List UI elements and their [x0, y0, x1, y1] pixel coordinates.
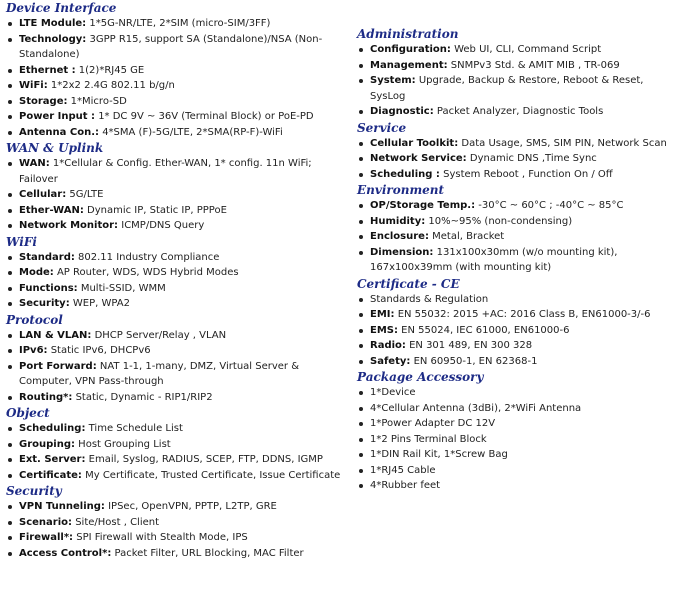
spec-item [357, 42, 679, 58]
spec-label: Cellular Toolkit: [370, 137, 459, 149]
spec-value: 1*Cellular & Config. Ether-WAN, 1* config. 11n WiFi; Failover [19, 158, 312, 185]
spec-item [357, 198, 679, 214]
spec-item [357, 323, 679, 339]
spec-value: 10%~95% (non-condensing) [425, 215, 573, 227]
spec-item [357, 214, 679, 230]
spec-label: Antenna Con.: [19, 126, 100, 138]
spec-list [357, 42, 679, 120]
spec-value: System Reboot , Function On / Off [439, 168, 613, 180]
spec-label: EMI: [370, 309, 395, 320]
spec-value: NAT 1-1, 1-many, DMZ, Virtual Server & Computer, VPN Pass-through [19, 360, 300, 387]
spec-label: Routing*: [19, 391, 73, 403]
spec-value: Upgrade, Backup & Restore, Reboot & Reset, SysLog [370, 75, 644, 102]
section-title: Administration [357, 27, 459, 41]
spec-list [6, 328, 352, 406]
spec-label: LTE Module: [19, 18, 87, 29]
spec-value: 4*Cellular Antenna (3dBi), 2*WiFi Antenna [370, 402, 582, 414]
spec-label: Port Forward: [19, 360, 97, 372]
section-security [6, 483, 352, 561]
spec-list [6, 16, 352, 140]
spec-label: Scheduling : [370, 168, 440, 180]
section-certificate-ce [357, 276, 679, 370]
section-device-interface [6, 0, 352, 140]
spec-label: Certificate: [19, 469, 82, 481]
spec-item [6, 530, 352, 546]
section-package-accessory [357, 369, 679, 494]
spec-item [6, 78, 352, 94]
section-wifi [6, 234, 352, 312]
section-environment [357, 182, 679, 276]
spec-column-left [6, 0, 352, 561]
spec-item [6, 250, 352, 266]
section-wan-uplink [6, 140, 352, 234]
spec-item [6, 109, 352, 125]
spec-label: WiFi: [19, 80, 48, 91]
spec-label: LAN & VLAN: [19, 329, 92, 341]
spec-list [357, 198, 679, 276]
spec-value: Email, Syslog, RADIUS, SCEP, FTP, DDNS, IGMP [85, 454, 323, 465]
spec-value: Packet Filter, URL Blocking, MAC Filter [111, 547, 304, 559]
section-title: Protocol [6, 312, 63, 327]
section-protocol [6, 312, 352, 406]
spec-item [6, 546, 352, 562]
spec-value: 3GPP R15, support SA (Standalone)/NSA (Non-Standalone) [19, 33, 323, 60]
spec-item [6, 499, 352, 515]
spec-list [357, 385, 679, 494]
spec-value: 131x100x30mm (w/o mounting kit), 167x100x39mm (with mounting kit) [370, 246, 618, 273]
spec-list [6, 421, 352, 483]
section-title: Security [6, 484, 62, 498]
spec-value: 1*Device [370, 387, 416, 398]
spec-list [6, 499, 352, 561]
spec-value: My Certificate, Trusted Certificate, Issue Certificate [81, 469, 341, 481]
spec-value: 1*5G-NR/LTE, 2*SIM (micro-SIM/3FF) [86, 18, 271, 29]
spec-label: Standard: [19, 251, 75, 263]
section-title: WiFi [6, 234, 37, 249]
spec-label: Functions: [19, 282, 78, 294]
spec-value: 1*Power Adapter DC 12V [370, 418, 496, 429]
spec-item [6, 94, 352, 110]
spec-item [6, 390, 352, 406]
spec-item [357, 245, 679, 276]
spec-label: Security: [19, 298, 70, 309]
spec-item [6, 187, 352, 203]
section-administration [357, 26, 679, 120]
spec-value: 1*RJ45 Cable [370, 464, 436, 476]
spec-list [357, 292, 679, 370]
spec-value: SPI Firewall with Stealth Mode, IPS [73, 532, 248, 543]
spec-value: Static IPv6, DHCPv6 [47, 345, 151, 356]
spec-value: AP Router, WDS, WDS Hybrid Modes [53, 267, 239, 278]
spec-item [357, 292, 679, 308]
spec-value: DHCP Server/Relay , VLAN [91, 329, 227, 341]
spec-value: Data Usage, SMS, SIM PIN, Network Scan [458, 137, 667, 149]
spec-label: Enclosure: [370, 231, 429, 242]
spec-item [6, 468, 352, 484]
spec-label: IPv6: [19, 345, 48, 356]
section-title: Device Interface [6, 1, 117, 15]
spec-item [357, 354, 679, 370]
spec-item [357, 401, 679, 417]
spec-value: Host Grouping List [75, 438, 171, 450]
spec-item [357, 307, 679, 323]
spec-label: Grouping: [19, 438, 75, 450]
spec-value: EN 60950-1, EN 62368-1 [410, 355, 538, 367]
spec-item [6, 515, 352, 531]
spec-value: 4*SMA (F)-5G/LTE, 2*SMA(RP-F)-WiFi [99, 126, 283, 138]
spec-value: 1*2 Pins Terminal Block [370, 433, 487, 445]
spec-label: Ethernet : [19, 64, 76, 76]
spec-item [6, 296, 352, 312]
spec-label: Ether-WAN: [19, 204, 84, 216]
spec-label: Ext. Server: [19, 454, 86, 465]
spec-label: Dimension: [370, 246, 434, 258]
spec-item [6, 16, 352, 32]
spec-value: SNMPv3 Std. & AMIT MIB , TR-069 [447, 59, 620, 71]
spec-item [6, 156, 352, 187]
spec-item [6, 437, 352, 453]
section-title: Package Accessory [357, 370, 484, 384]
spec-label: Storage: [19, 95, 68, 107]
spec-item [357, 229, 679, 245]
spec-item [357, 104, 679, 120]
section-title: Object [6, 406, 50, 420]
spec-value: 5G/LTE [66, 189, 104, 200]
spec-label: Cellular: [19, 189, 67, 200]
spec-item [6, 328, 352, 344]
spec-item [6, 125, 352, 141]
spec-label: OP/Storage Temp.: [370, 200, 476, 211]
spec-value: Site/Host , Client [72, 516, 160, 528]
spec-item [357, 151, 679, 167]
spec-value: 1*2x2 2.4G 802.11 b/g/n [47, 80, 175, 91]
spec-value: Time Schedule List [85, 423, 183, 434]
spec-label: Technology: [19, 33, 87, 45]
section-service [357, 120, 679, 183]
spec-item [6, 421, 352, 437]
spec-value: WEP, WPA2 [69, 298, 130, 309]
spec-value: Metal, Bracket [428, 231, 505, 242]
spec-label: Network Monitor: [19, 220, 119, 231]
section-title: Service [357, 120, 407, 135]
spec-item [357, 432, 679, 448]
spec-label: Radio: [370, 340, 406, 351]
spec-label: Access Control*: [19, 547, 112, 559]
spec-label: Firewall*: [19, 532, 74, 543]
spec-label: Humidity: [370, 215, 426, 227]
spec-item [6, 32, 352, 63]
spec-item [357, 58, 679, 74]
spec-list [357, 136, 679, 183]
spec-value: 1* DC 9V ~ 36V (Terminal Block) or PoE-PD [95, 111, 314, 122]
spec-item [6, 265, 352, 281]
section-title: WAN & Uplink [6, 141, 104, 155]
spec-label: System: [370, 75, 416, 86]
spec-label: Diagnostic: [370, 106, 434, 117]
spec-value: 1*Micro-SD [67, 95, 127, 107]
spec-list [6, 250, 352, 312]
spec-item [357, 416, 679, 432]
spec-item [357, 463, 679, 479]
spec-item [6, 203, 352, 219]
spec-value: 802.11 Industry Compliance [74, 251, 220, 263]
spec-value: Packet Analyzer, Diagnostic Tools [433, 106, 604, 117]
spec-value: -30°C ~ 60°C ; -40°C ~ 85°C [475, 200, 624, 211]
spec-item [6, 63, 352, 79]
spec-item [357, 73, 679, 104]
spec-value: ICMP/DNS Query [118, 220, 205, 231]
spec-value: EN 55024, IEC 61000, EN61000-6 [397, 324, 570, 336]
spec-value: 1*DIN Rail Kit, 1*Screw Bag [370, 449, 508, 460]
spec-value: 1(2)*RJ45 GE [75, 64, 145, 76]
spec-item [357, 338, 679, 354]
section-title: Certificate - CE [357, 276, 460, 291]
spec-label: Scenario: [19, 516, 73, 528]
spec-label: Safety: [370, 355, 411, 367]
spec-value: EN 301 489, EN 300 328 [405, 340, 533, 351]
spec-item [6, 343, 352, 359]
spec-list [6, 156, 352, 234]
spec-label: Mode: [19, 267, 54, 278]
spec-item [357, 385, 679, 401]
spec-value: EN 55032: 2015 +AC: 2016 Class B, EN61000-3/-6 [394, 309, 651, 320]
spec-item [6, 218, 352, 234]
spec-item [6, 359, 352, 390]
section-object [6, 405, 352, 483]
spec-item [357, 167, 679, 183]
spec-value: Web UI, CLI, Command Script [450, 44, 602, 55]
spec-label: WAN: [19, 158, 50, 169]
spec-item [357, 447, 679, 463]
spec-label: Network Service: [370, 153, 467, 164]
spec-column-right [357, 26, 679, 494]
spec-item [357, 136, 679, 152]
spec-value: Dynamic DNS ,Time Sync [466, 153, 597, 164]
spec-value: Static, Dynamic - RIP1/RIP2 [72, 391, 213, 403]
spec-label: Management: [370, 59, 448, 71]
spec-label: Scheduling: [19, 423, 86, 434]
spec-item [6, 281, 352, 297]
spec-item [6, 452, 352, 468]
spec-value: 4*Rubber feet [370, 480, 441, 491]
spec-label: Power Input : [19, 111, 96, 122]
section-title: Environment [357, 183, 445, 197]
spec-value: Dynamic IP, Static IP, PPPoE [83, 204, 227, 216]
spec-value: Multi-SSID, WMM [77, 282, 166, 294]
spec-value: IPSec, OpenVPN, PPTP, L2TP, GRE [104, 501, 277, 512]
spec-value: Standards & Regulation [370, 293, 489, 305]
spec-label: Configuration: [370, 44, 451, 55]
spec-label: VPN Tunneling: [19, 501, 105, 512]
spec-label: EMS: [370, 324, 398, 336]
spec-item [357, 478, 679, 494]
